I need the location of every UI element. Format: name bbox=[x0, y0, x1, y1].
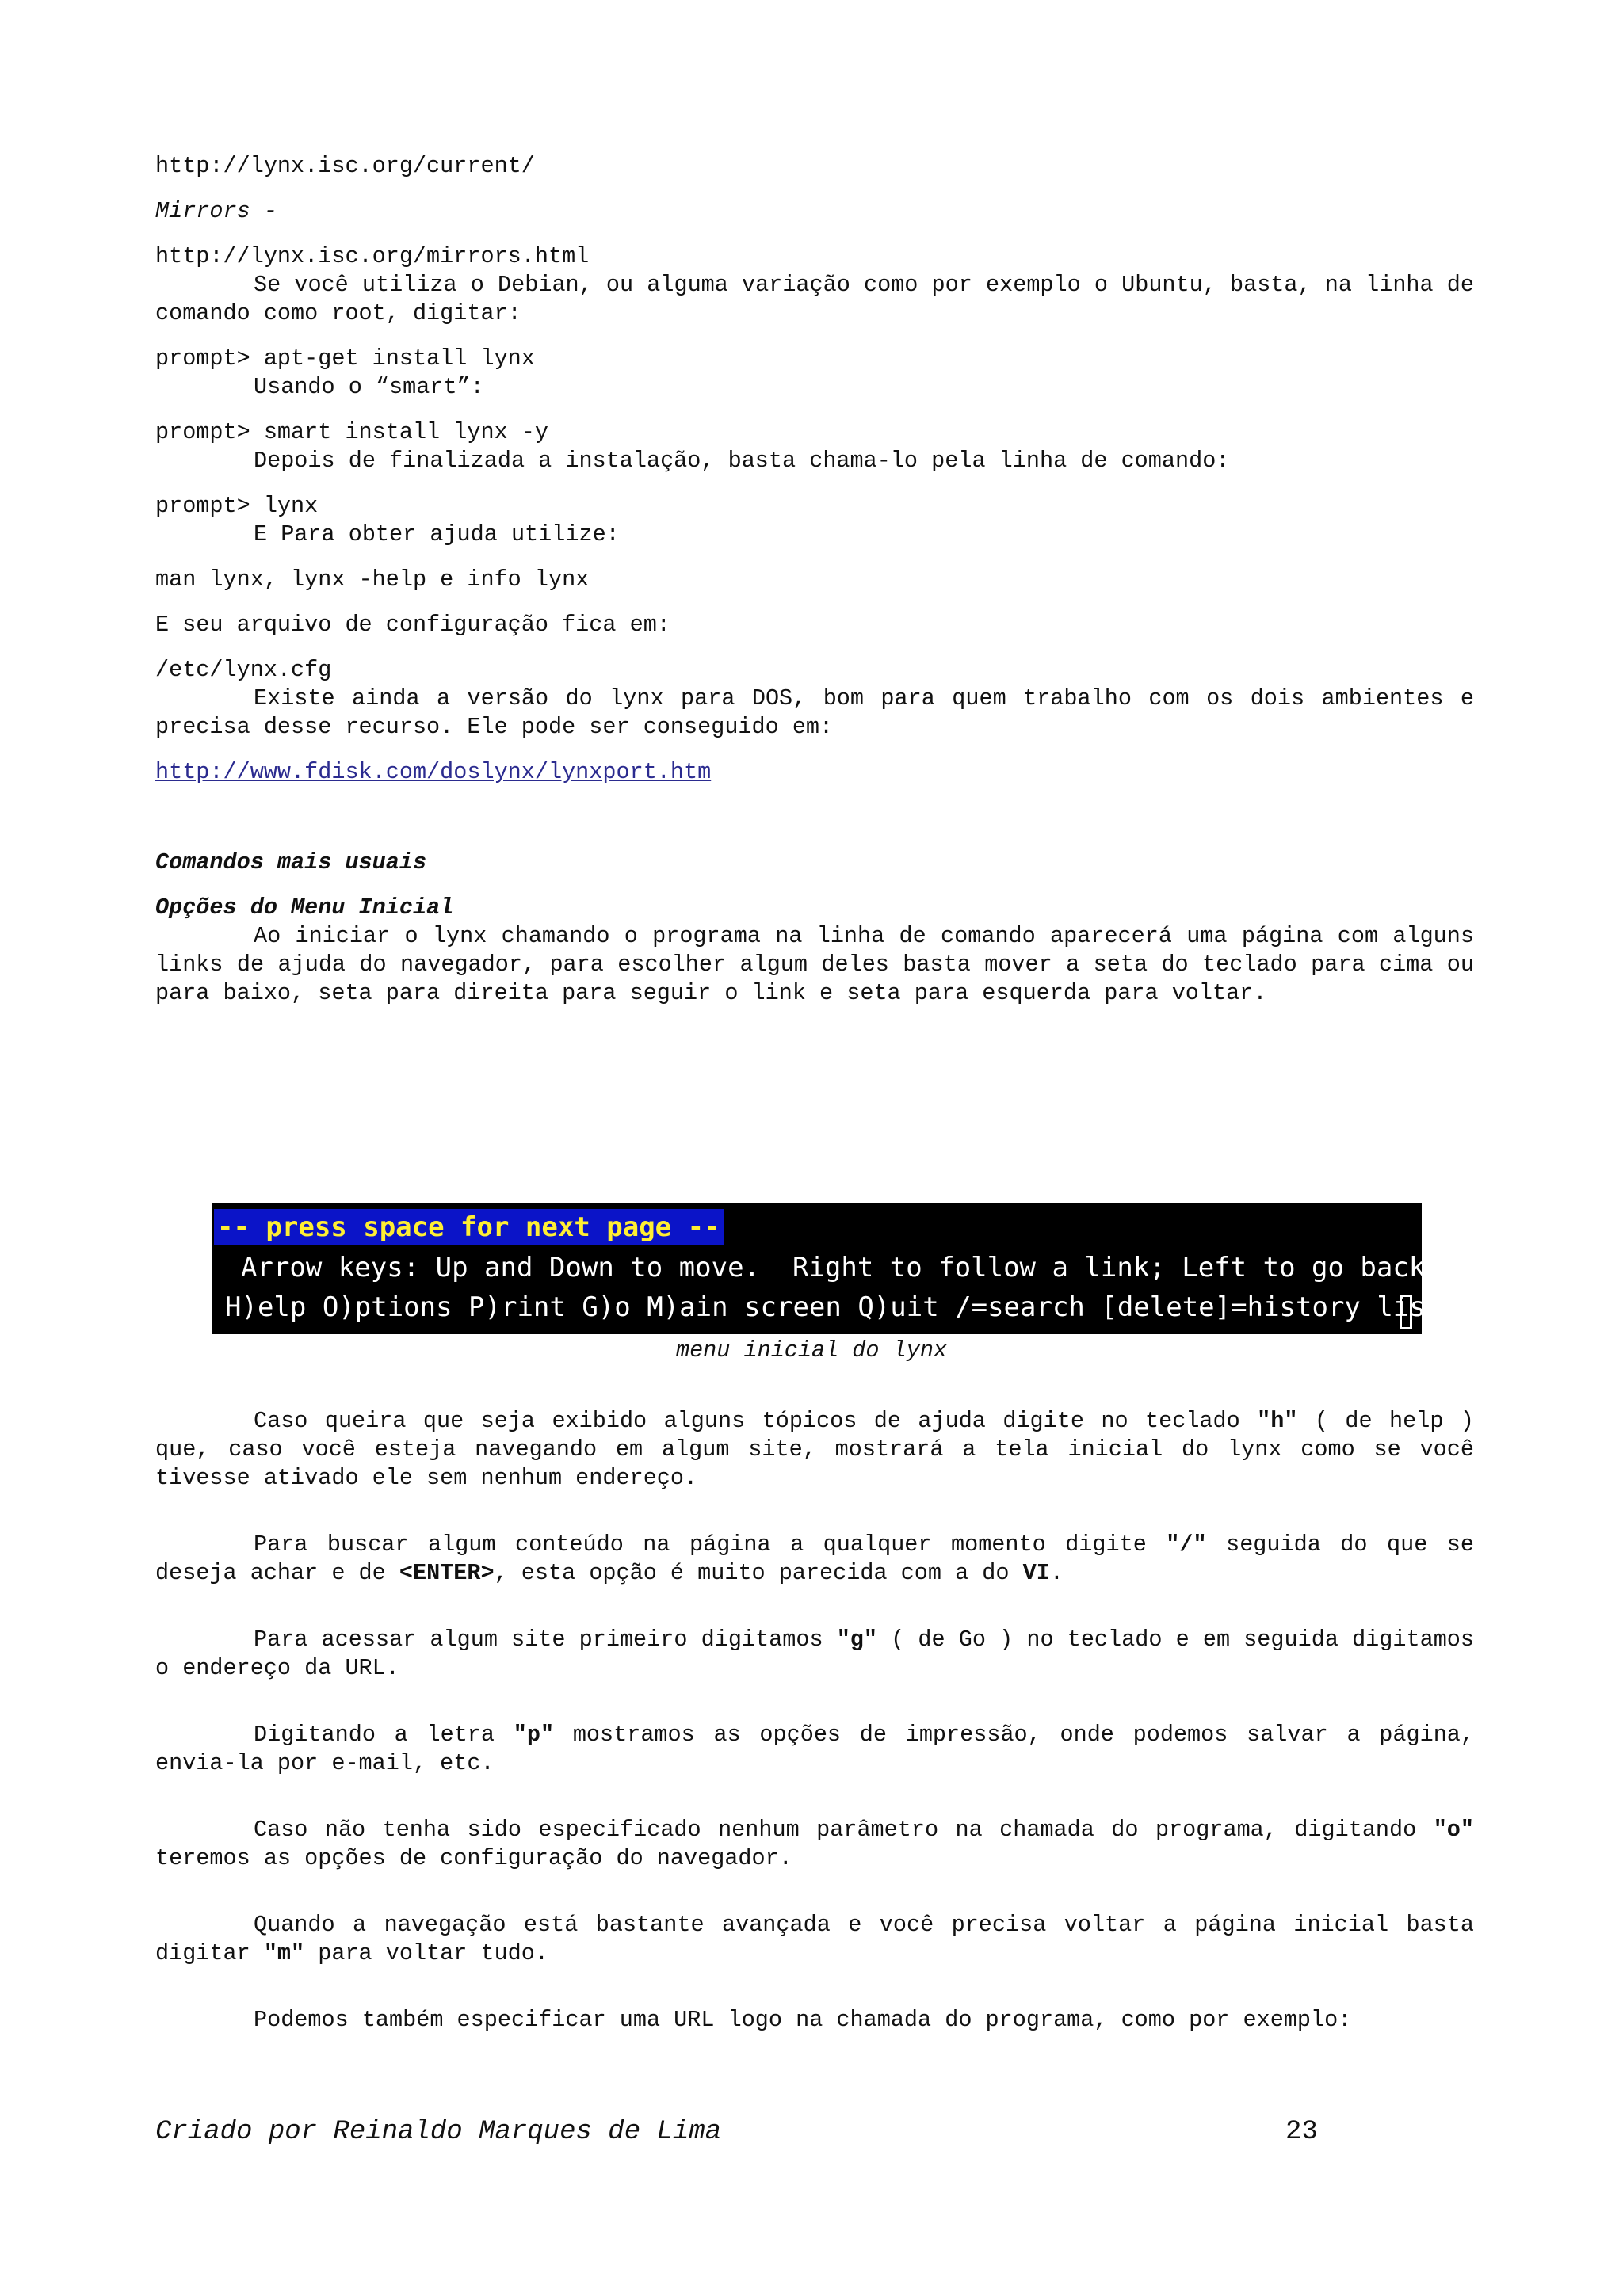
lynx-terminal-screenshot bbox=[212, 1203, 1442, 1334]
terminal-command-menu: H)elp O)ptions P)rint G)o M)ain screen Q)uit /=search [delete]=history list bbox=[225, 1291, 1442, 1323]
paragraph-g: Para acessar algum site primeiro digitamos "g" ( de Go ) no teclado e em seguida digitamos o endereço da URL. bbox=[155, 1627, 1474, 1681]
figure-caption: menu inicial do lynx bbox=[675, 1337, 948, 1363]
vi-label: VI bbox=[1022, 1560, 1050, 1586]
paragraph-debian: Se você utiliza o Debian, ou alguma variação como por exemplo o Ubuntu, basta, na linha de comando como root, digitar: bbox=[155, 272, 1474, 326]
paragraph-ajuda: E Para obter ajuda utilize: bbox=[254, 521, 620, 547]
paragraph-h: Caso queira que seja exibido alguns tópicos de ajuda digite no teclado "h" ( de help ) que, caso você esteja navegando em algum site, mostrará a tela inicial do lynx como se você tivesse ativado ele sem nenhum endereço. bbox=[155, 1408, 1474, 1491]
key-g: "g" bbox=[836, 1627, 878, 1653]
command-smart: prompt> smart install lynx -y bbox=[155, 419, 548, 445]
paragraph-smart: Usando o “smart”: bbox=[254, 374, 484, 400]
key-enter: <ENTER> bbox=[399, 1560, 495, 1586]
key-m: "m" bbox=[263, 1940, 305, 1966]
terminal-next-page-prompt: -- press space for next page -- bbox=[214, 1209, 724, 1245]
paragraph-m: Quando a navegação está bastante avançada e você precisa voltar a página inicial basta digitar "m" para voltar tudo. bbox=[155, 1912, 1474, 1966]
terminal-cursor bbox=[1400, 1295, 1412, 1329]
page-content-lower bbox=[155, 1407, 1474, 2035]
dos-link-line bbox=[155, 758, 1474, 787]
paragraph-url: Podemos também especificar uma URL logo na chamada do programa, como por exemplo: bbox=[254, 2007, 1352, 2033]
paragraph-search: Para buscar algum conteúdo na página a qualquer momento digite "/" seguida do que se deseja achar e de <ENTER>, esta opção é muito parecida com a do VI. bbox=[155, 1531, 1474, 1586]
key-p: "p" bbox=[513, 1722, 555, 1748]
terminal-arrow-keys-help: Arrow keys: Up and Down to move. Right to follow a link; Left to go back. bbox=[241, 1252, 1442, 1283]
heading-opcoes: Opções do Menu Inicial bbox=[155, 894, 454, 921]
command-help: man lynx, lynx -help e info lynx bbox=[155, 566, 590, 593]
footer-author: Criado por Reinaldo Marques de Lima bbox=[155, 2117, 722, 2147]
paragraph-o: Caso não tenha sido especificado nenhum parâmetro na chamada do programa, digitando "o" teremos as opções de configuração do navegador. bbox=[155, 1817, 1474, 1871]
config-path: /etc/lynx.cfg bbox=[155, 657, 332, 683]
paragraph-iniciar: Ao iniciar o lynx chamando o programa na linha de comando aparecerá uma página com alguns links de ajuda do navegador, para escolher algum deles basta mover a seta do teclado para cima ou para baixo, seta para direita para seguir o link e seta para esquerda para voltar. bbox=[155, 923, 1474, 1006]
url-current: http://lynx.isc.org/current/ bbox=[155, 153, 535, 179]
page-content bbox=[155, 152, 1474, 1008]
page-number: 23 bbox=[1285, 2117, 1318, 2147]
key-h: "h" bbox=[1257, 1408, 1298, 1434]
key-o: "o" bbox=[1433, 1817, 1474, 1843]
command-apt: prompt> apt-get install lynx bbox=[155, 345, 535, 372]
heading-comandos: Comandos mais usuais bbox=[155, 849, 427, 875]
command-lynx: prompt> lynx bbox=[155, 493, 319, 519]
paragraph-depois: Depois de finalizada a instalação, basta chama-lo pela linha de comando: bbox=[254, 448, 1230, 474]
url-mirrors: http://lynx.isc.org/mirrors.html bbox=[155, 243, 590, 269]
key-slash: "/" bbox=[1166, 1531, 1207, 1558]
paragraph-p: Digitando a letra "p" mostramos as opções de impressão, onde podemos salvar a página, envia-la por e-mail, etc. bbox=[155, 1722, 1475, 1776]
paragraph-dos: Existe ainda a versão do lynx para DOS, bom para quem trabalho com os dois ambientes e precisa desse recurso. Ele pode ser conseguido em: bbox=[155, 685, 1474, 740]
doslynx-link[interactable]: http://www.fdisk.com/doslynx/lynxport.htm bbox=[155, 759, 712, 785]
mirrors-label: Mirrors - bbox=[155, 198, 277, 224]
config-text: E seu arquivo de configuração fica em: bbox=[155, 612, 670, 638]
